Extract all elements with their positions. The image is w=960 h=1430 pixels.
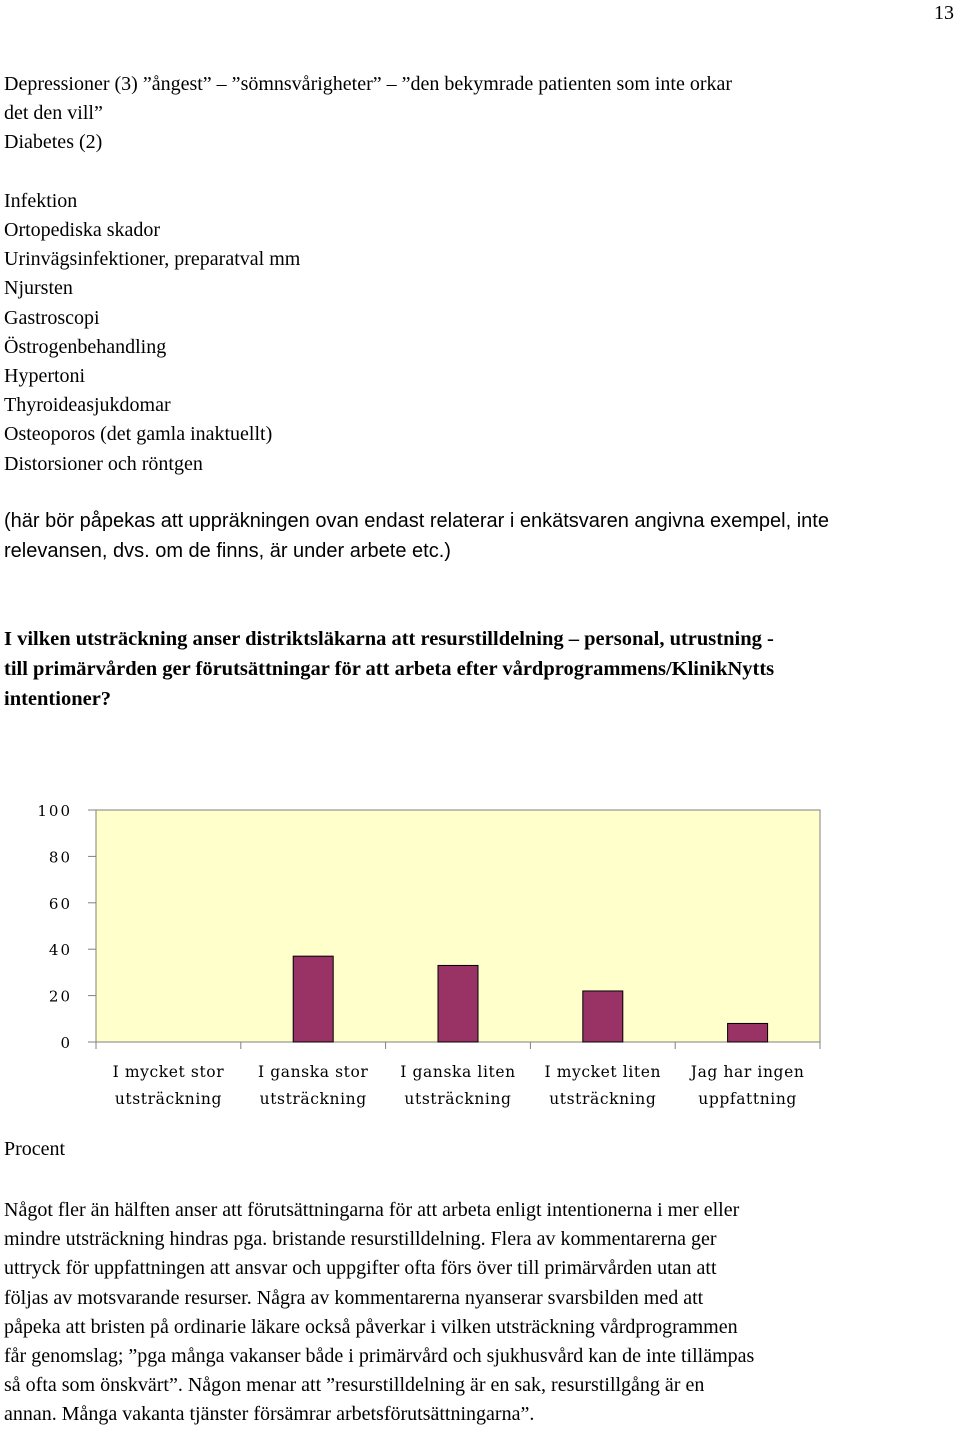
list-item: Ortopediska skador — [4, 219, 161, 241]
list-item: Thyroideasjukdomar — [4, 394, 171, 417]
list-item: Diabetes (2) — [4, 131, 103, 154]
bar — [728, 1023, 768, 1042]
x-tick-label: I mycket liten — [544, 1063, 662, 1081]
list-item: det den vill” — [4, 102, 103, 125]
x-tick-label: Jag har ingen — [690, 1063, 805, 1081]
paragraph-line: påpeka att bristen på ordinarie läkare också påverkar i vilken utsträckning vårdprogrammen — [4, 1315, 738, 1338]
note-paragraph — [4, 507, 934, 566]
paragraph-line: får genomslag; ”pga många vakanser både i primärvård och sjukhusvård kan de inte tillämpas — [4, 1345, 755, 1368]
bar — [293, 956, 333, 1042]
list-item: Njursten — [4, 277, 73, 300]
question-line: till primärvården ger förutsättningar för att arbeta efter vårdprogrammens/KlinikNytts — [4, 658, 775, 680]
x-tick-label: utsträckning — [404, 1090, 512, 1108]
list-gap — [4, 158, 732, 187]
x-tick-label: utsträckning — [259, 1090, 367, 1108]
x-tick-label: uppfattning — [698, 1090, 797, 1108]
note-line: (här bör påpekas att uppräkningen ovan endast relaterar i enkätsvaren angivna exempel, inte — [4, 510, 829, 532]
x-tick-label: I mycket stor — [112, 1063, 225, 1081]
list-item: Urinvägsinfektioner, preparatval mm — [4, 248, 301, 271]
paragraph-line: uttryck för uppfattningen att ansvar och uppgifter ofta förs över till primärvården utan att — [4, 1257, 717, 1280]
example-list — [4, 70, 732, 479]
y-axis-label: Procent — [4, 1138, 66, 1160]
x-tick-label: I ganska stor — [257, 1063, 369, 1081]
paragraph-line: annan. Många vakanta tjänster försämrar arbetsförutsättningarna”. — [4, 1403, 535, 1426]
list-item: Depressioner (3) ”ångest” – ”sömnsvårigheter” – ”den bekymrade patienten som inte orkar — [4, 73, 733, 95]
list-item: Östrogenbehandling — [4, 335, 167, 358]
x-tick-label: utsträckning — [549, 1090, 657, 1108]
note-line: relevansen, dvs. om de finns, är under arbete etc.) — [4, 539, 451, 562]
y-tick-label: 40 — [48, 941, 72, 960]
y-tick-label: 60 — [48, 894, 72, 913]
paragraph-line: mindre utsträckning hindras pga. bristande resurstilldelning. Flera av kommentarerna ger — [4, 1228, 717, 1251]
x-tick-label: I ganska liten — [400, 1063, 516, 1081]
question-heading — [4, 624, 956, 714]
bar-chart — [0, 790, 960, 1130]
question-line: I vilken utsträckning anser distriktsläkarna att resurstilldelning – personal, utrustning - — [4, 628, 774, 650]
bar — [438, 965, 478, 1042]
y-tick-label: 80 — [48, 848, 72, 867]
y-tick-label: 100 — [37, 802, 72, 820]
list-item: Hypertoni — [4, 365, 86, 388]
x-tick-label: utsträckning — [114, 1090, 222, 1108]
list-item: Infektion — [4, 189, 78, 212]
y-tick-label: 0 — [60, 1034, 72, 1052]
bar — [583, 991, 623, 1042]
page-number: 13 — [934, 2, 954, 24]
body-paragraph — [4, 1196, 956, 1430]
question-line: intentioner? — [4, 688, 112, 710]
paragraph-line: följas av motsvarande resurser. Några av kommentarerna nyanserar svarsbilden med att — [4, 1286, 704, 1309]
list-item: Osteoporos (det gamla inaktuellt) — [4, 423, 273, 446]
paragraph-line: Något fler än hälften anser att förutsättningarna för att arbeta enligt intentionerna i mer eller — [4, 1199, 740, 1221]
list-item: Gastroscopi — [4, 306, 100, 329]
paragraph-line: så ofta som önskvärt”. Någon menar att ”resurstilldelning är en sak, resurstillgång är en — [4, 1374, 705, 1397]
list-item: Distorsioner och röntgen — [4, 452, 203, 475]
y-tick-label: 20 — [48, 987, 72, 1006]
